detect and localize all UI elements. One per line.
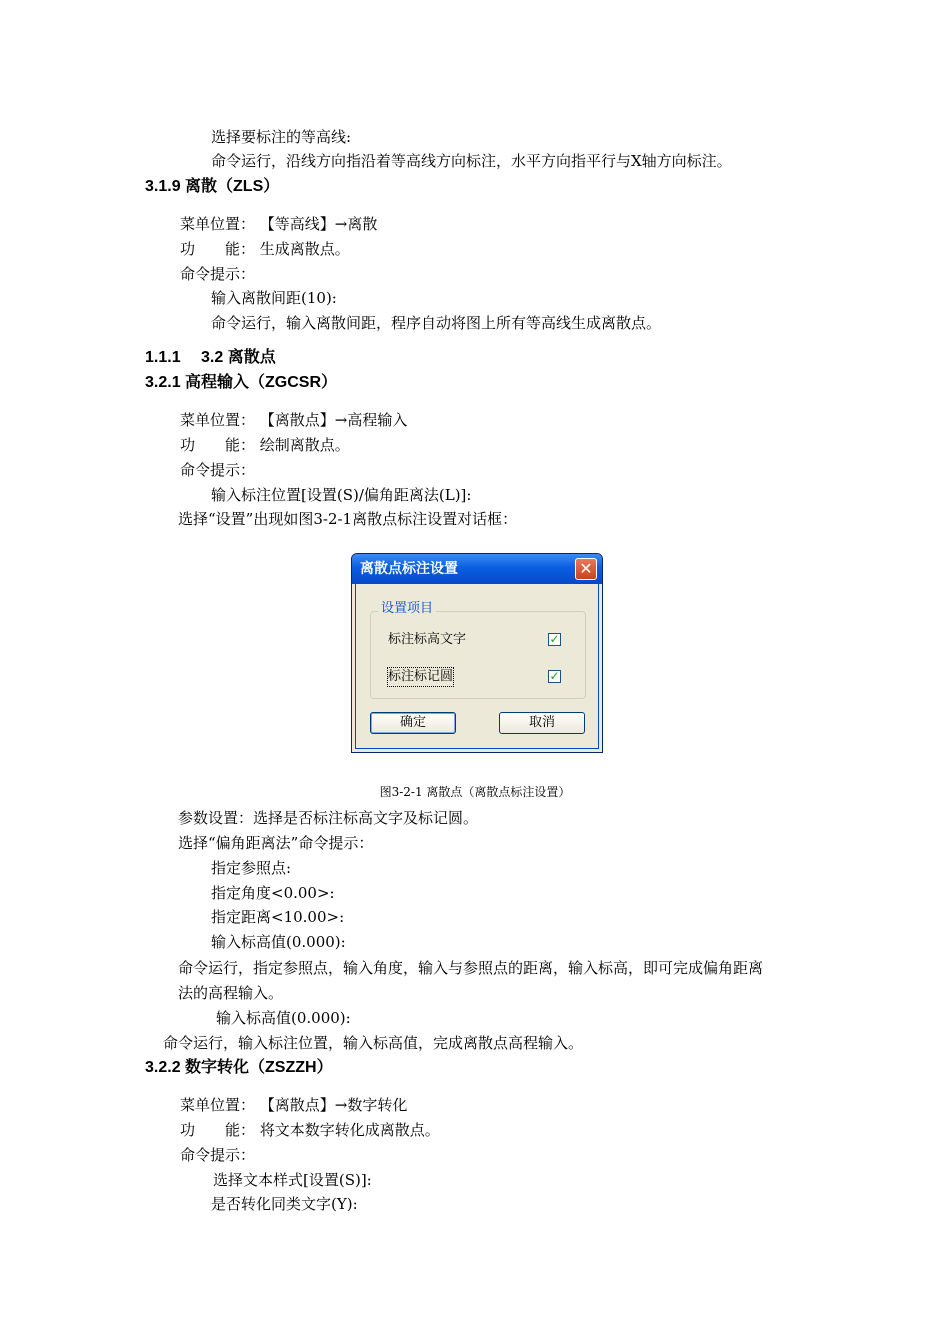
label-elevation-text-option[interactable]: 标注标高文字	[388, 632, 467, 647]
paragraph-line: 输入标高值(0.000):	[216, 1009, 351, 1027]
settings-group-label: 设置项目	[378, 600, 436, 618]
paragraph-line: 指定参照点:	[211, 859, 292, 877]
paragraph-line: 输入标高值(0.000):	[211, 933, 346, 951]
paragraph-line: 命令运行，指定参照点，输入角度，输入与参照点的距离，输入标高，即可完成偏角距离	[178, 959, 764, 977]
section-heading: 3.1.9 离散（ZLS）	[145, 178, 280, 195]
paragraph-line: 输入离散间距(10):	[211, 289, 337, 307]
paragraph-line: 输入标注位置[设置(S)/偏角距离法(L)]:	[211, 486, 472, 504]
ok-button[interactable]: 确定	[370, 712, 456, 734]
paragraph-line: 菜单位置： 【等高线】→离散	[180, 215, 378, 233]
close-icon[interactable]: ✕	[575, 558, 597, 580]
section-heading: 1.1.1 3.2 离散点	[145, 349, 276, 366]
paragraph-line: 命令运行，沿线方向指沿着等高线方向标注，水平方向指平行与X轴方向标注。	[211, 152, 732, 170]
paragraph-line: 命令提示：	[180, 1146, 256, 1164]
elevation-text-checkbox[interactable]: ✓	[549, 632, 560, 646]
paragraph-line: 指定距离<10.00>:	[211, 908, 345, 926]
paragraph-line: 命令运行，输入离散间距，程序自动将图上所有等高线生成离散点。	[211, 314, 662, 332]
paragraph-line: 命令运行，输入标注位置，输入标高值，完成离散点高程输入。	[163, 1034, 584, 1052]
figure-caption: 图3-2-1 离散点（离散点标注设置）	[379, 785, 571, 799]
dialog-title-bar[interactable]	[352, 554, 602, 584]
label-marker-circle-option[interactable]: 标注标记圆	[388, 669, 454, 684]
paragraph-line: 功 能： 生成离散点。	[180, 240, 350, 258]
paragraph-line: 功 能： 绘制离散点。	[180, 436, 350, 454]
paragraph-line: 选择“设置”出现如图3-2-1离散点标注设置对话框：	[178, 510, 518, 528]
paragraph-line: 命令提示：	[180, 461, 256, 479]
dialog-title: 离散点标注设置	[360, 561, 458, 577]
paragraph-line: 菜单位置： 【离散点】→高程输入	[180, 411, 408, 429]
paragraph-line: 选择“偏角距离法”命令提示：	[178, 834, 374, 852]
paragraph-line: 选择要标注的等高线:	[211, 128, 352, 146]
marker-settings-dialog	[351, 553, 603, 753]
paragraph-line: 是否转化同类文字(Y):	[211, 1195, 358, 1213]
cancel-button[interactable]: 取消	[499, 712, 585, 734]
section-heading: 3.2.1 高程输入（ZGCSR）	[145, 374, 338, 391]
paragraph-line: 命令提示：	[180, 265, 256, 283]
paragraph-line: 菜单位置： 【离散点】→数字转化	[180, 1096, 408, 1114]
paragraph-line: 法的高程输入。	[178, 984, 284, 1002]
paragraph-line: 参数设置：选择是否标注标高文字及标记圆。	[178, 809, 479, 827]
paragraph-line: 选择文本样式[设置(S)]:	[213, 1171, 372, 1189]
section-heading: 3.2.2 数字转化（ZSZZH）	[145, 1059, 333, 1076]
marker-circle-checkbox[interactable]: ✓	[549, 669, 560, 683]
paragraph-line: 功 能： 将文本数字转化成离散点。	[180, 1121, 440, 1139]
paragraph-line: 指定角度<0.00>:	[211, 884, 335, 902]
